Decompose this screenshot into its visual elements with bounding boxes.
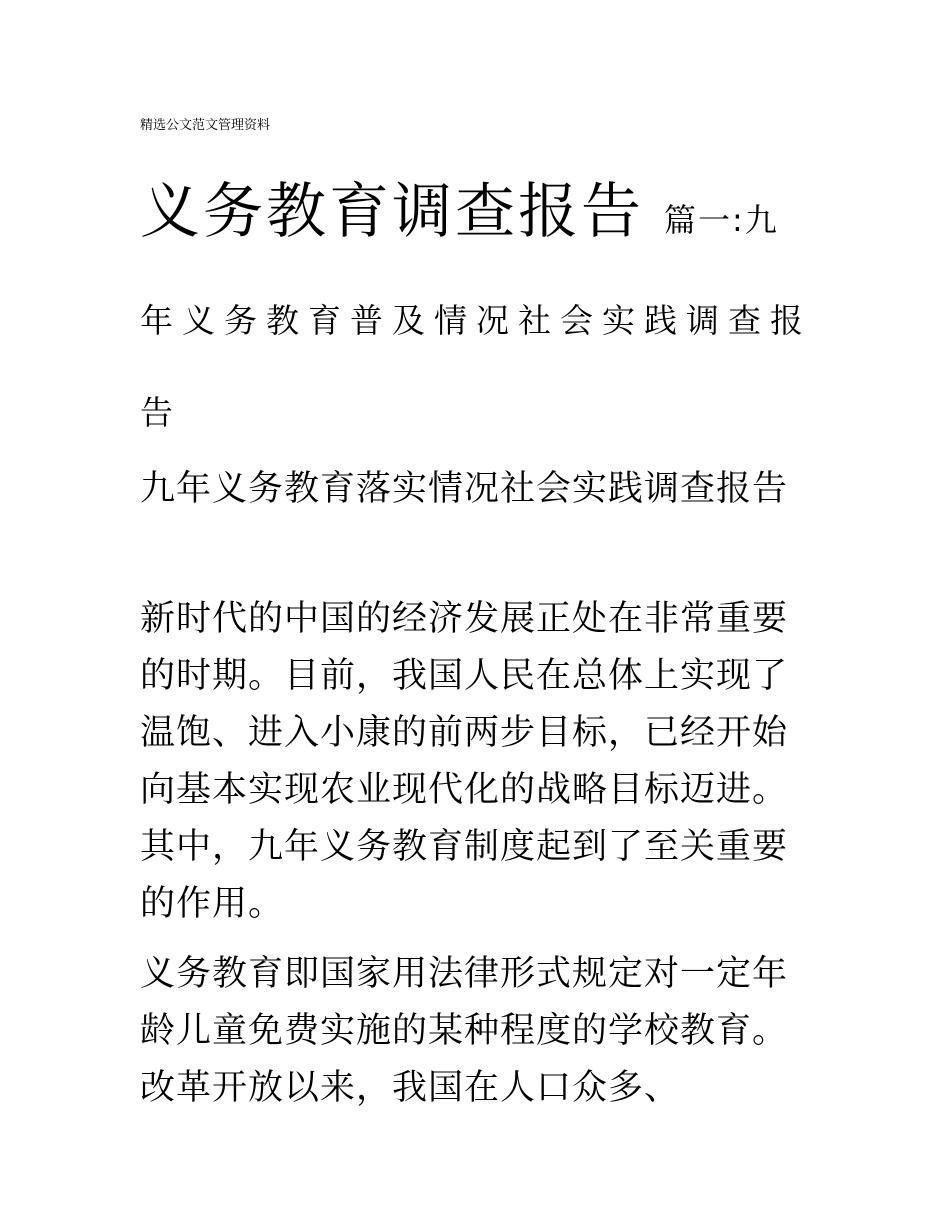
body-paragraph: 新时代的中国的经济发展正处在非常重要的时期。目前，我国人民在总体上实现了温饱、进入小康的前两步目标，已经开始向基本实现农业现代化的战略目标迈进。其中，九年义务教育制度起到了至关重要的作用。 (140, 599, 789, 924)
document-title: 义务教育调查报告 (140, 177, 644, 247)
document-title-line-2: 年义务教育普及情况社会实践调查报 (140, 301, 812, 340)
document-title-suffix: 篇一:九 (664, 201, 779, 239)
header-note: 精选公文范文管理资料 (140, 118, 271, 133)
body-paragraph: 义务教育即国家用法律形式规定对一定年龄儿童免费实施的某种程度的学校教育。改革开放以来，我国在人口众多、 (140, 954, 789, 1108)
document-title-line-3: 告 (140, 393, 173, 432)
document-subtitle: 九年义务教育落实情况社会实践调查报告 (140, 469, 789, 509)
